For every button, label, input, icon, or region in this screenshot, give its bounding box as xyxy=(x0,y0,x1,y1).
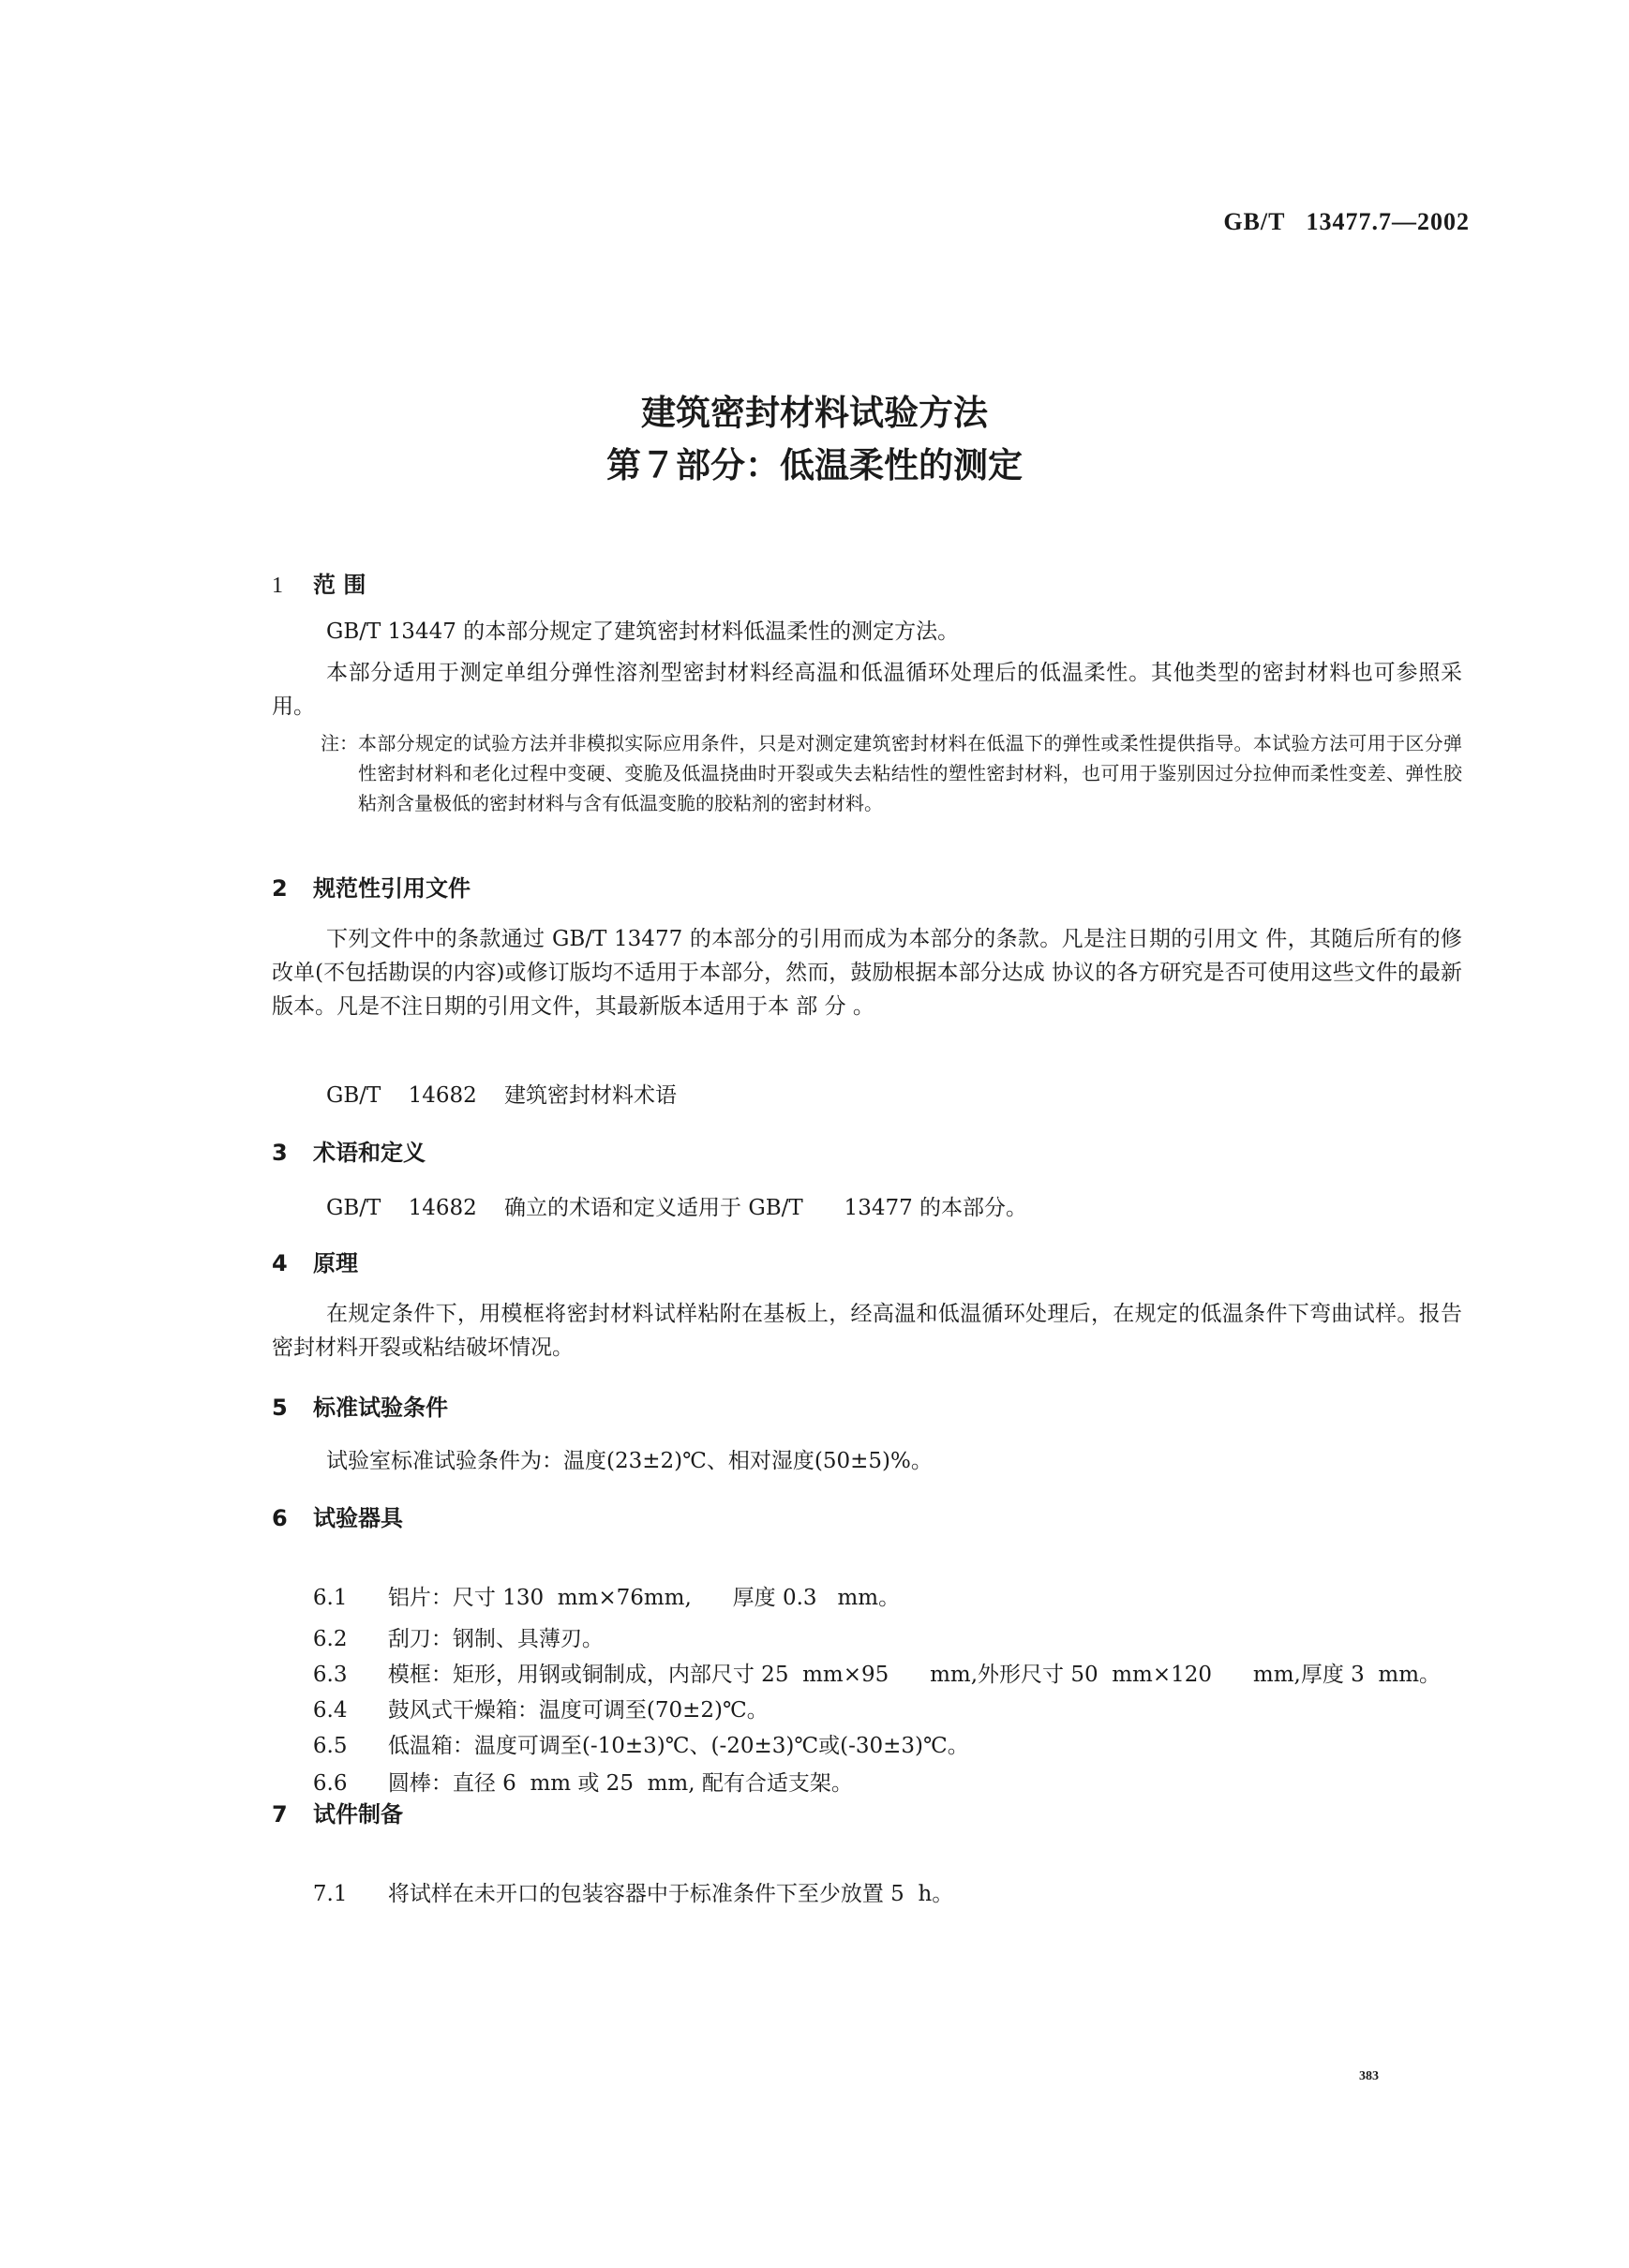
item-number: 6.5 xyxy=(312,1734,348,1758)
section-heading-principle xyxy=(272,1245,358,1277)
paragraph: 试验室标准试验条件为：温度(23±2)℃、相对湿度(50±5)%。 xyxy=(326,1449,933,1473)
section-number: 5 xyxy=(272,1395,288,1421)
document-subtitle: 第７部分：低温柔性的测定 xyxy=(606,445,1023,485)
note-text: 本部分规定的试验方法并非模拟实际应用条件，只是对测定建筑密封材料在低温下的弹性或柔性提供指导。本试验方法可用于区分弹性密封材料和老化过程中变硬、变脆及低温挠曲时开裂或失去粘结性的塑性密封材料，也可用于鉴别因过分拉伸而柔性变差、弹性胶粘剂含量极低的密封材料与含有低温变脆的胶粘剂的密封材料。 xyxy=(358,732,1462,814)
section-number: 3 xyxy=(272,1140,288,1166)
section-number: 6 xyxy=(272,1505,288,1531)
page-number: 383 xyxy=(1359,2069,1379,2083)
paragraph: GB/T 14682 确立的术语和定义适用于 GB/T 13477 的本部分。 xyxy=(326,1196,1028,1220)
list-item xyxy=(272,1852,953,1932)
section-title: 原理 xyxy=(313,1250,358,1276)
item-number: 7.1 xyxy=(312,1882,348,1906)
section-number: 4 xyxy=(272,1250,288,1276)
item-text: 铝片：尺寸 130 mm×76mm, 厚度 0.3 mm。 xyxy=(387,1586,901,1610)
section-title: 试验器具 xyxy=(313,1505,403,1531)
section-title: 术语和定义 xyxy=(313,1140,426,1166)
section-heading-test-conditions xyxy=(272,1389,448,1422)
document-code: GB/T 13477.7—2002 xyxy=(1223,208,1470,235)
item-text: 刮刀：钢制、具薄刃。 xyxy=(387,1627,604,1651)
item-number: 6.6 xyxy=(312,1771,348,1796)
item-number: 6.2 xyxy=(312,1627,348,1651)
document-title: 建筑密封材料试验方法 xyxy=(641,393,988,433)
section-number: 7 xyxy=(272,1801,288,1828)
paragraph: 下列文件中的条款通过 GB/T 13477 的本部分的引用而成为本部分的条款。凡是注日期的引用文 件，其随后所有的修改单(不包括勘误的内容)或修订版均不适用于本部分，然而，鼓励根据本部分达成 协议的各方研究是否可使用这些文件的最新版本。凡是不注日期的引用文件，其最新版本适用于本 部 分 。 xyxy=(272,927,1462,1019)
paragraph: GB/T 13447 的本部分规定了建筑密封材料低温柔性的测定方法。 xyxy=(326,619,960,644)
paragraph: 在规定条件下，用模框将密封材料试样粘附在基板上，经高温和低温循环处理后，在规定的低温条件下弯曲试样。报告密封材料开裂或粘结破坏情况。 xyxy=(272,1302,1462,1360)
item-text: 模框：矩形，用钢或铜制成，内部尺寸 25 mm×95 mm,外形尺寸 50 mm×120 mm,厚度 3 mm。 xyxy=(387,1663,1442,1687)
note-label: 注： xyxy=(321,732,358,754)
item-text: 低温箱：温度可调至(-10±3)℃、(-20±3)℃或(-30±3)℃。 xyxy=(387,1734,969,1758)
section-heading-specimen-preparation xyxy=(272,1796,403,1828)
section-heading-terms xyxy=(272,1134,426,1167)
section-title: 试件制备 xyxy=(313,1801,403,1828)
item-number: 6.3 xyxy=(312,1663,348,1687)
item-text: 圆棒：直径 6 mm 或 25 mm, 配有合适支架。 xyxy=(387,1771,853,1796)
section-number: 2 xyxy=(272,875,288,902)
section-heading-references xyxy=(272,870,471,903)
item-number: 6.1 xyxy=(312,1586,348,1610)
section-title: 范 围 xyxy=(313,572,366,598)
section-number: 1 xyxy=(272,574,283,598)
section-heading-scope xyxy=(272,566,366,599)
paragraph: 本部分适用于测定单组分弹性溶剂型密封材料经高温和低温循环处理后的低温柔性。其他类型的密封材料也可参照采用。 xyxy=(272,661,1462,719)
item-number: 6.4 xyxy=(312,1698,348,1723)
section-title: 规范性引用文件 xyxy=(313,875,471,902)
section-title: 标准试验条件 xyxy=(313,1395,448,1421)
note xyxy=(321,728,1462,818)
item-text: 鼓风式干燥箱：温度可调至(70±2)℃。 xyxy=(387,1698,769,1723)
reference-entry: GB/T 14682 建筑密封材料术语 xyxy=(326,1083,678,1108)
item-text: 将试样在未开口的包装容器中于标准条件下至少放置 5 h。 xyxy=(387,1882,954,1906)
section-heading-apparatus xyxy=(272,1500,403,1532)
